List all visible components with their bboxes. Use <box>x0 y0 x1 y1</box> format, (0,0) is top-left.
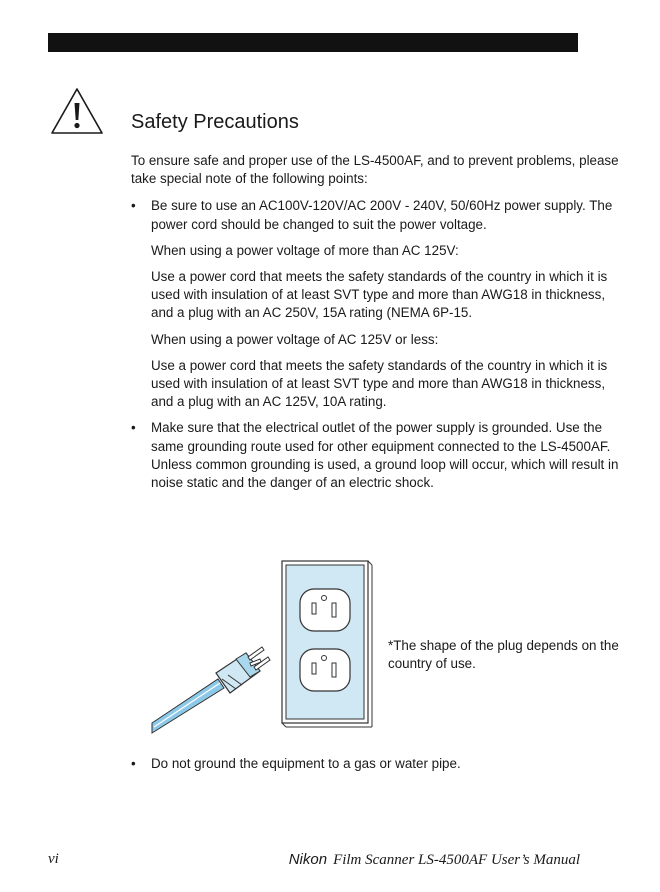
bullet-marker: • <box>131 420 136 436</box>
sub-paragraph: Use a power cord that meets the safety standards of the country in which it is used with insulation of at least SVT type and more than AWG18 in thickness, and a plug with an AC 250V, 15A rating (NEMA 6P-15. <box>151 269 608 321</box>
header-bar <box>48 33 578 52</box>
product-manual-title: Film Scanner LS-4500AF User’s Manual <box>333 852 580 868</box>
bullet-text: Make sure that the electrical outlet of the power supply is grounded. Use the same grounding route used for other equipment connected to the LS-4500AF. Unless common grounding is used, a ground loop will occur, which will result in noise static and the danger of an electric shock. <box>151 420 619 491</box>
bullet-grounding <box>131 419 631 492</box>
intro-paragraph: To ensure safe and proper use of the LS-4500AF, and to prevent problems, please take special note of the following points: <box>131 153 619 187</box>
main-content <box>131 152 631 500</box>
bullet-marker: • <box>131 198 136 214</box>
page-number: vi <box>48 851 59 867</box>
brand-name: Nikon <box>288 851 328 868</box>
bullet-text: Do not ground the equipment to a gas or water pipe. <box>151 756 461 771</box>
sub-paragraph: When using a power voltage of more than AC 125V: <box>151 242 459 258</box>
bullet-gas-water-pipe <box>131 755 651 773</box>
bullet-marker: • <box>131 756 136 771</box>
footer-title <box>289 851 580 869</box>
sub-paragraph: Use a power cord that meets the safety standards of the country in which it is used with insulation of at least SVT type and more than AWG18 in thickness, and a plug with an AC 125V, 10A rating. <box>151 357 608 410</box>
sub-paragraph: When using a power voltage of AC 125V or less: <box>151 331 439 347</box>
outlet-plug-illustration <box>150 555 380 735</box>
warning-triangle-icon <box>50 87 104 135</box>
figure-caption: *The shape of the plug depends on the country of use. <box>388 638 619 672</box>
bullet-text: Be sure to use an AC100V-120V/AC 200V - 240V, 50/60Hz power supply. The power cord should be changed to suit the power voltage. <box>151 198 613 232</box>
bullet-power-supply <box>131 197 631 411</box>
page-title: Safety Precautions <box>131 111 299 133</box>
